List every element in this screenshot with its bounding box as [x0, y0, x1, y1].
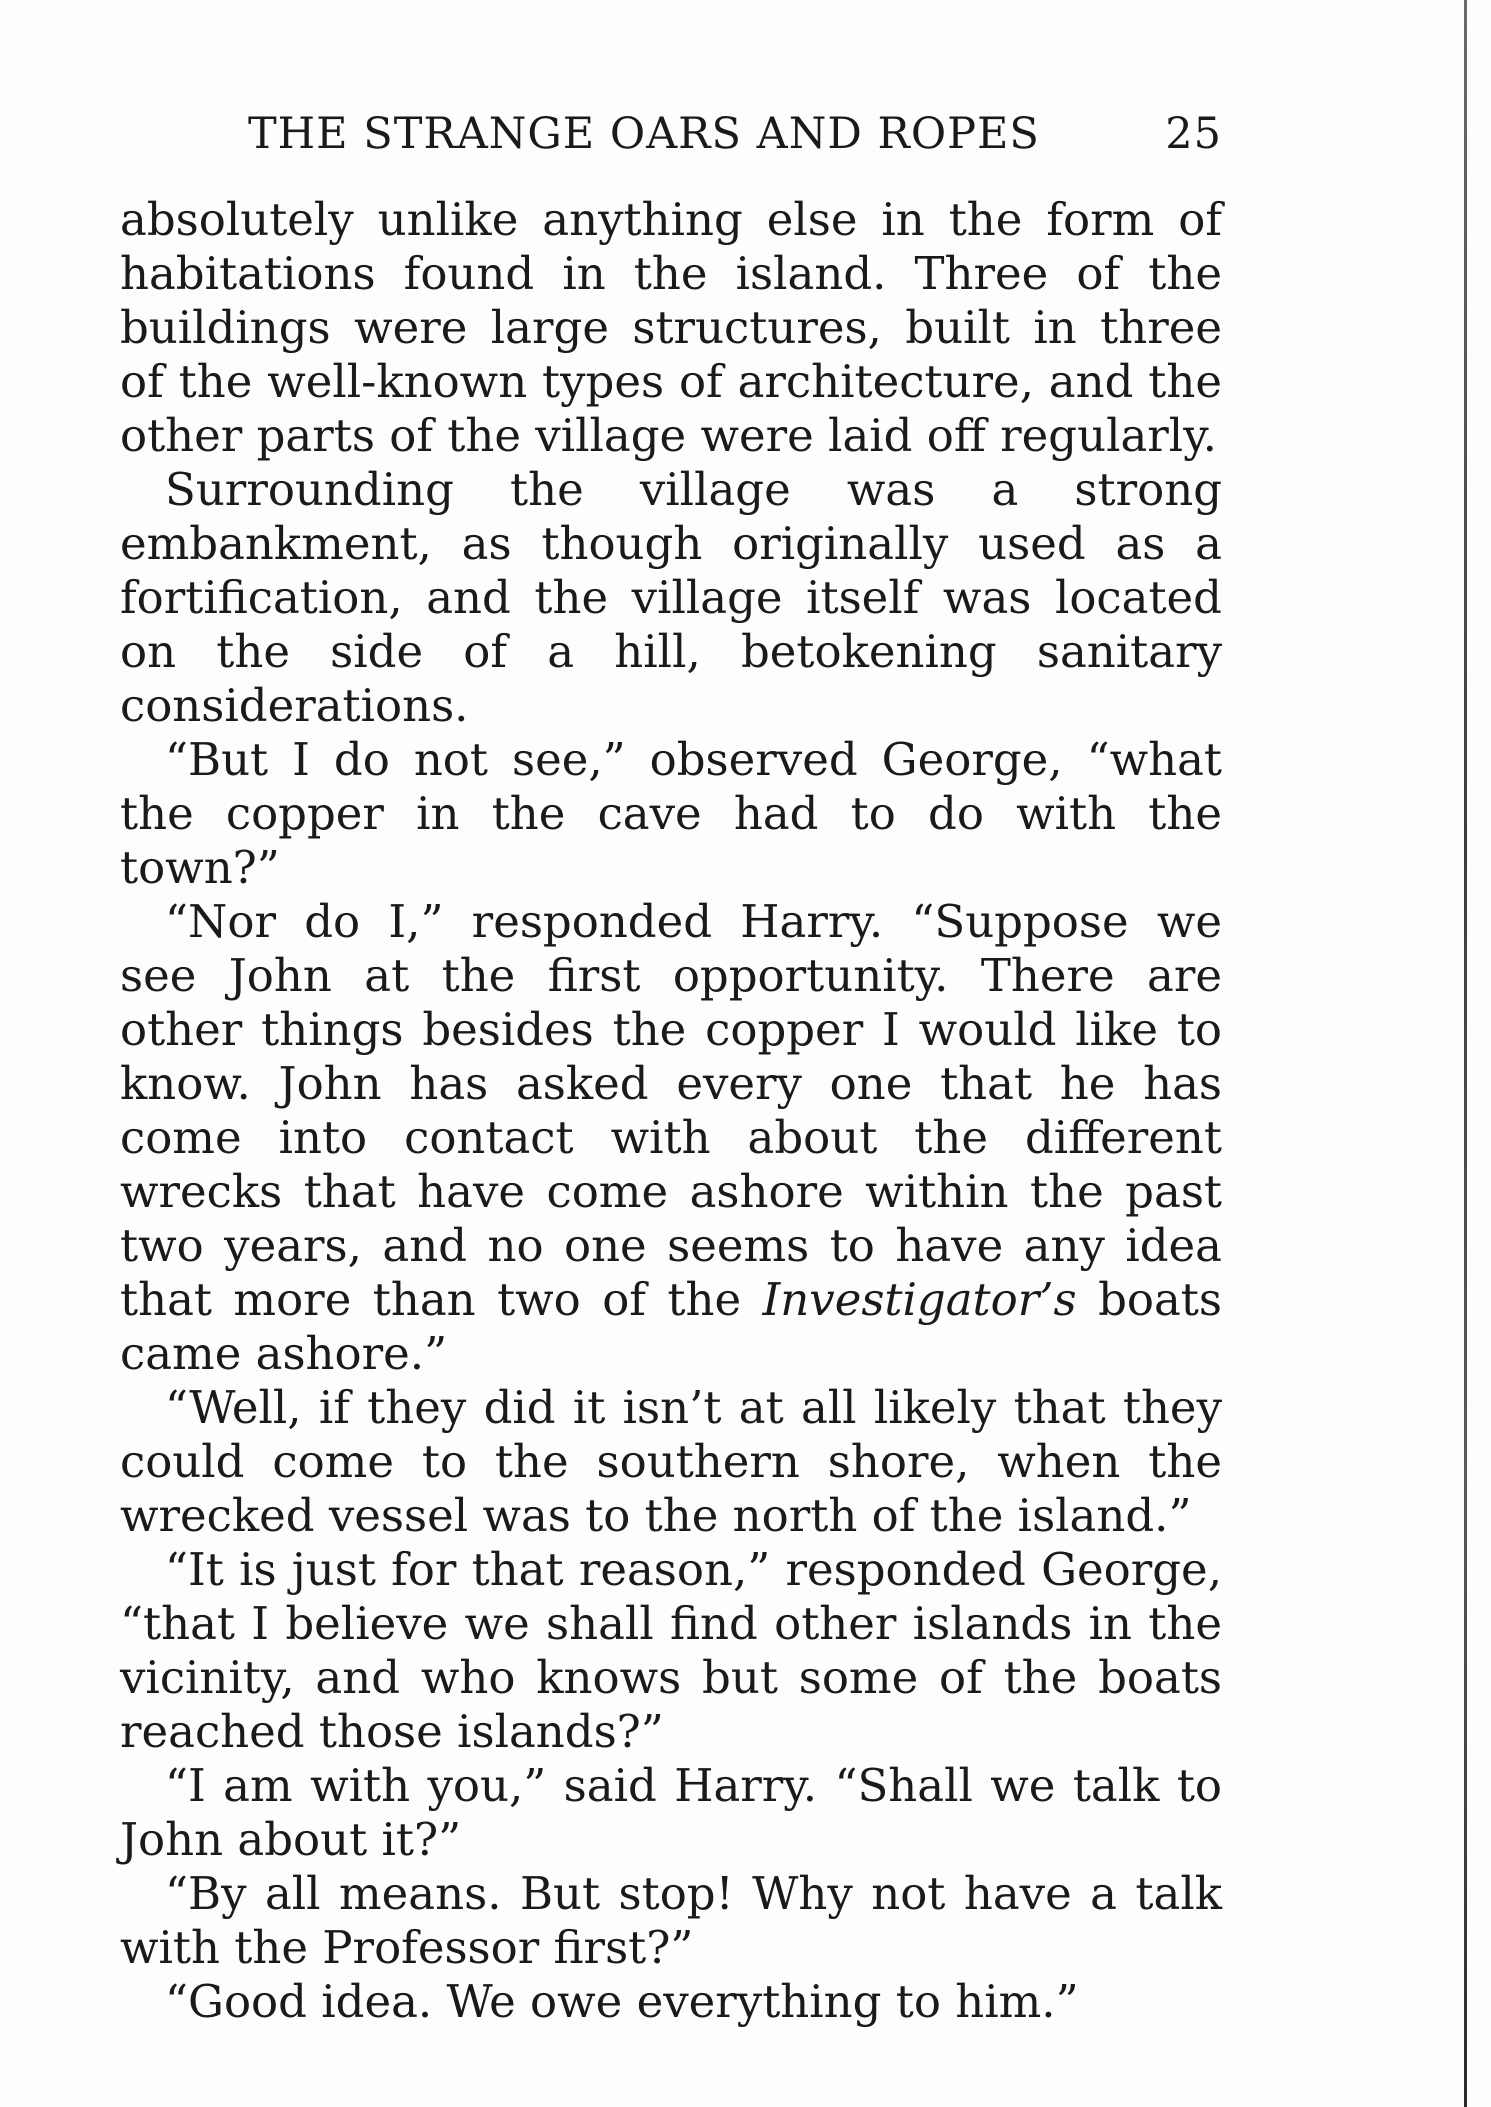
body-text	[120, 193, 1222, 2029]
paragraph-8: “By all means. But stop! Why not have a talk with the Professor first?”	[120, 1867, 1222, 1974]
paragraph-2: Surrounding the village was a strong embankment, as though originally used as a fortification, and the village itself was located on the side of a hill, betokening sanitary considerations.	[120, 463, 1222, 732]
paragraph-7: “I am with you,” said Harry. “Shall we talk to John about it?”	[120, 1759, 1222, 1866]
paragraph-5: “Well, if they did it isn’t at all likely that they could come to the southern shore, when the wrecked vessel was to the north of the island.”	[120, 1381, 1222, 1542]
page-number: 25	[1165, 109, 1222, 159]
paragraph-6: “It is just for that reason,” responded George, “that I believe we shall find other islands in the vicinity, and who knows but some of the boats reached those islands?”	[120, 1543, 1222, 1758]
paragraph-4-tail: boats came ashore.”	[120, 1273, 1222, 1380]
paragraph-3: “But I do not see,” observed George, “what the copper in the cave had to do with the town?”	[120, 733, 1222, 894]
paragraph-4-text: “Nor do I,” responded Harry. “Suppose we see John at the first opportunity. There are other things besides the copper I would like to know. John has asked every one that he has come into contact with about the different wrecks that have come ashore within the past two years, and no one seems to have any idea that more than two of the	[120, 895, 1222, 1326]
running-header	[120, 104, 1222, 164]
ship-name-emphasis: Investigator’s	[762, 1273, 1077, 1326]
paragraph-9: “Good idea. We owe everything to him.”	[165, 1975, 1079, 2028]
running-title: THE STRANGE OARS AND ROPES	[248, 109, 1040, 159]
paragraph-4	[120, 895, 1222, 1381]
paragraph-1: absolutely unlike anything else in the form of habitations found in the island. Three of the buildings were large structures, built in three of the well-known types of architecture, and the other parts of the village were laid off regularly.	[120, 193, 1222, 462]
page-edge-line	[1464, 0, 1467, 2107]
